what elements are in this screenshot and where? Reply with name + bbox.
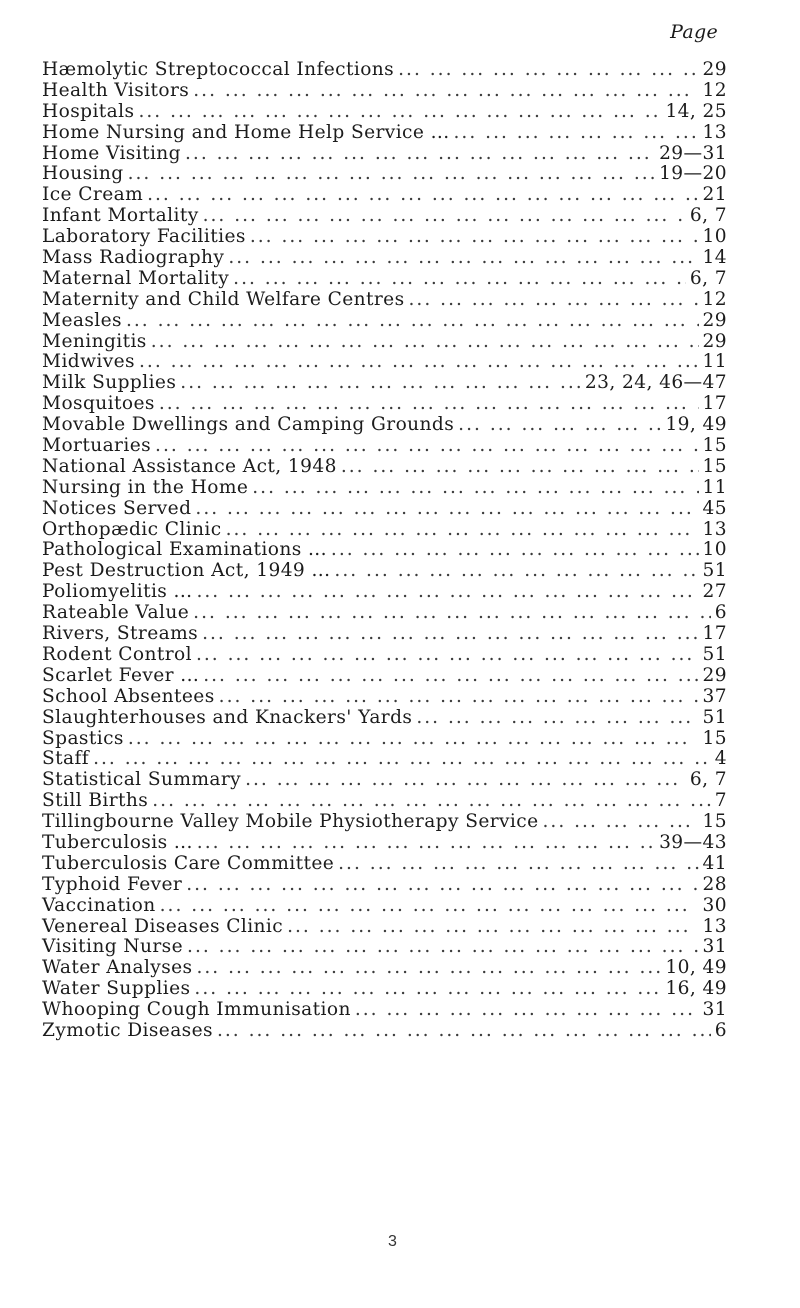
index-entry (42, 206, 727, 227)
dot-leader (331, 540, 699, 561)
index-entry (42, 144, 727, 165)
index-entry (42, 332, 727, 353)
entry-term: Staff (42, 748, 90, 770)
dot-leader (197, 833, 655, 854)
dot-leader (398, 60, 698, 81)
entry-term: Laboratory Facilities (42, 226, 246, 248)
dot-leader (186, 875, 698, 896)
dot-leader (338, 854, 698, 875)
dot-leader (252, 478, 698, 499)
entry-term: Health Visitors (42, 79, 190, 101)
index-entry (42, 917, 727, 938)
index-entry (42, 979, 727, 1000)
entry-term: Vaccination (42, 894, 156, 916)
entry-term: Rivers, Streams (42, 623, 199, 645)
dot-leader (196, 645, 699, 666)
dot-leader (128, 729, 699, 750)
entry-term: Movable Dwellings and Camping Grounds (42, 414, 455, 436)
index-entry (42, 164, 727, 185)
dot-leader (187, 937, 699, 958)
dot-leader (245, 770, 686, 791)
index-entry (42, 248, 727, 269)
entry-page-reference: 51 (702, 643, 727, 665)
entry-page-reference: 41 (702, 852, 727, 874)
index-entry (42, 666, 727, 687)
entry-page-reference: 6 (714, 602, 727, 624)
entry-page-reference: 37 (702, 685, 727, 707)
entry-page-reference: 12 (702, 79, 727, 101)
index-entry (42, 123, 727, 144)
index-list (42, 60, 727, 1042)
dot-leader (334, 561, 698, 582)
entry-term: Hospitals (42, 100, 135, 122)
page-column-heading: Page (670, 21, 718, 43)
dot-leader (155, 436, 698, 457)
entry-page-reference: 13 (702, 518, 727, 540)
dot-leader (152, 791, 711, 812)
index-entry (42, 791, 727, 812)
dot-leader (185, 144, 655, 165)
entry-page-reference: 6, 7 (689, 267, 727, 289)
index-entry (42, 269, 727, 290)
dot-leader (196, 958, 661, 979)
entry-page-reference: 15 (702, 435, 727, 457)
dot-leader (195, 499, 698, 520)
index-entry (42, 833, 727, 854)
index-entry (42, 645, 727, 666)
entry-term: Ice Cream (42, 184, 144, 206)
index-entry (42, 373, 727, 394)
entry-page-reference: 51 (702, 560, 727, 582)
entry-page-reference: 11 (702, 351, 727, 373)
entry-term: Notices Served (42, 497, 192, 519)
entry-page-reference: 28 (702, 873, 727, 895)
entry-page-reference: 7 (714, 790, 727, 812)
index-entry (42, 854, 727, 875)
index-entry (42, 582, 727, 603)
dot-leader (202, 624, 698, 645)
entry-term: School Absentees (42, 685, 215, 707)
index-entry (42, 478, 727, 499)
entry-page-reference: 31 (702, 999, 727, 1021)
dot-leader (196, 582, 698, 603)
entry-term: Hæmolytic Streptococcal Infections (42, 59, 395, 80)
index-entry (42, 749, 727, 770)
entry-page-reference: 29 (702, 59, 727, 80)
dot-leader (180, 373, 581, 394)
entry-page-reference: 29—31 (659, 142, 727, 164)
entry-term: Nursing in the Home (42, 476, 249, 498)
dot-leader (341, 457, 699, 478)
dot-leader (159, 394, 699, 415)
index-entry (42, 770, 727, 791)
index-entry (42, 958, 727, 979)
entry-term: Tillingbourne Valley Mobile Physiotherapy Service (42, 811, 539, 833)
dot-leader (416, 708, 698, 729)
dot-leader (226, 520, 699, 541)
entry-term: Milk Supplies (42, 372, 177, 394)
dot-leader (233, 269, 686, 290)
entry-page-reference: 10, 49 (665, 957, 727, 979)
entry-term: Infant Mortality (42, 205, 199, 227)
entry-term: Poliomyelitis ... (42, 581, 193, 603)
dot-leader (193, 81, 698, 102)
entry-term: Whooping Cough Immunisation (42, 999, 351, 1021)
index-entry (42, 540, 727, 561)
dot-leader (147, 185, 698, 206)
entry-page-reference: 10 (702, 226, 727, 248)
entry-page-reference: 15 (702, 727, 727, 749)
dot-leader (128, 164, 656, 185)
entry-term: Pathological Examinations ... (42, 539, 327, 561)
entry-page-reference: 27 (702, 581, 727, 603)
entry-term: Mosquitoes (42, 393, 155, 415)
dot-leader (203, 206, 686, 227)
index-entry (42, 1021, 727, 1042)
dot-leader (250, 227, 699, 248)
entry-term: Water Supplies (42, 978, 191, 1000)
entry-page-reference: 31 (702, 936, 727, 958)
dot-leader (219, 687, 699, 708)
index-entry (42, 352, 727, 373)
entry-page-reference: 17 (702, 393, 727, 415)
entry-page-reference: 39—43 (659, 831, 727, 853)
entry-page-reference: 6 (714, 1019, 727, 1041)
entry-term: Tuberculosis ... (42, 831, 193, 853)
entry-page-reference: 29 (702, 664, 727, 686)
entry-page-reference: 4 (714, 748, 727, 770)
dot-leader (458, 415, 661, 436)
entry-page-reference: 17 (702, 623, 727, 645)
entry-term: Home Nursing and Home Help Service ... (42, 121, 450, 143)
entry-term: Mass Radiography (42, 247, 225, 269)
index-entry (42, 227, 727, 248)
index-entry (42, 812, 727, 833)
entry-term: Pest Destruction Act, 1949 ... (42, 560, 331, 582)
entry-page-reference: 12 (702, 288, 727, 310)
index-entry (42, 624, 727, 645)
index-entry (42, 81, 727, 102)
dot-leader (138, 102, 661, 123)
entry-term: Still Births (42, 790, 149, 812)
entry-term: Statistical Summary (42, 769, 242, 791)
index-entry (42, 60, 727, 81)
entry-term: Meningitis (42, 330, 147, 352)
index-entry (42, 499, 727, 520)
index-entry (42, 102, 727, 123)
dot-leader (228, 248, 698, 269)
entry-page-reference: 11 (702, 476, 727, 498)
index-entry (42, 185, 727, 206)
entry-page-reference: 19, 49 (665, 414, 727, 436)
index-entry (42, 937, 727, 958)
index-entry (42, 436, 727, 457)
entry-page-reference: 19—20 (659, 163, 727, 185)
dot-leader (193, 603, 711, 624)
entry-term: Maternity and Child Welfare Centres (42, 288, 405, 310)
index-entry (42, 729, 727, 750)
dot-leader (287, 917, 698, 938)
dot-leader (217, 1021, 711, 1042)
index-entry (42, 708, 727, 729)
index-entry (42, 603, 727, 624)
index-entry (42, 875, 727, 896)
entry-page-reference: 29 (702, 330, 727, 352)
entry-term: Slaughterhouses and Knackers' Yards (42, 706, 413, 728)
entry-page-reference: 14, 25 (665, 100, 727, 122)
entry-term: Scarlet Fever ... (42, 664, 200, 686)
index-entry (42, 561, 727, 582)
entry-page-reference: 29 (702, 309, 727, 331)
entry-page-reference: 30 (702, 894, 727, 916)
entry-page-reference: 23, 24, 46—47 (584, 372, 727, 394)
entry-term: Venereal Diseases Clinic (42, 915, 284, 937)
dot-leader (454, 123, 699, 144)
index-entry (42, 896, 727, 917)
index-entry (42, 290, 727, 311)
index-entry (42, 1000, 727, 1021)
entry-page-reference: 51 (702, 706, 727, 728)
entry-term: Rodent Control (42, 643, 192, 665)
dot-leader (93, 749, 711, 770)
entry-term: Spastics (42, 727, 124, 749)
entry-term: Mortuaries (42, 435, 152, 457)
dot-leader (151, 332, 699, 353)
dot-leader (126, 311, 699, 332)
index-entry (42, 394, 727, 415)
entry-term: Rateable Value (42, 602, 190, 624)
entry-page-reference: 45 (702, 497, 727, 519)
entry-term: Maternal Mortality (42, 267, 230, 289)
entry-page-reference: 15 (702, 811, 727, 833)
dot-leader (203, 666, 698, 687)
index-entry (42, 687, 727, 708)
entry-term: Midwives (42, 351, 136, 373)
entry-term: Orthopædic Clinic (42, 518, 222, 540)
entry-page-reference: 14 (702, 247, 727, 269)
index-entry (42, 311, 727, 332)
entry-page-reference: 15 (702, 455, 727, 477)
entry-page-reference: 6, 7 (689, 205, 727, 227)
entry-term: Measles (42, 309, 122, 331)
entry-page-reference: 6, 7 (689, 769, 727, 791)
dot-leader (160, 896, 699, 917)
index-entry (42, 520, 727, 541)
index-entry (42, 415, 727, 436)
entry-page-reference: 16, 49 (665, 978, 727, 1000)
entry-term: Typhoid Fever (42, 873, 183, 895)
entry-term: Home Visiting (42, 142, 181, 164)
entry-term: Tuberculosis Care Committee (42, 852, 335, 874)
entry-term: Housing (42, 163, 124, 185)
entry-page-reference: 10 (702, 539, 727, 561)
entry-term: National Assistance Act, 1948 (42, 455, 337, 477)
page-number: 3 (388, 1233, 397, 1250)
entry-term: Visiting Nurse (42, 936, 184, 958)
index-entry (42, 457, 727, 478)
dot-leader (139, 352, 699, 373)
entry-term: Water Analyses (42, 957, 193, 979)
entry-page-reference: 21 (702, 184, 727, 206)
dot-leader (355, 1000, 699, 1021)
dot-leader (409, 290, 699, 311)
entry-page-reference: 13 (702, 915, 727, 937)
entry-term: Zymotic Diseases (42, 1019, 213, 1041)
entry-page-reference: 13 (702, 121, 727, 143)
dot-leader (543, 812, 699, 833)
dot-leader (194, 979, 661, 1000)
